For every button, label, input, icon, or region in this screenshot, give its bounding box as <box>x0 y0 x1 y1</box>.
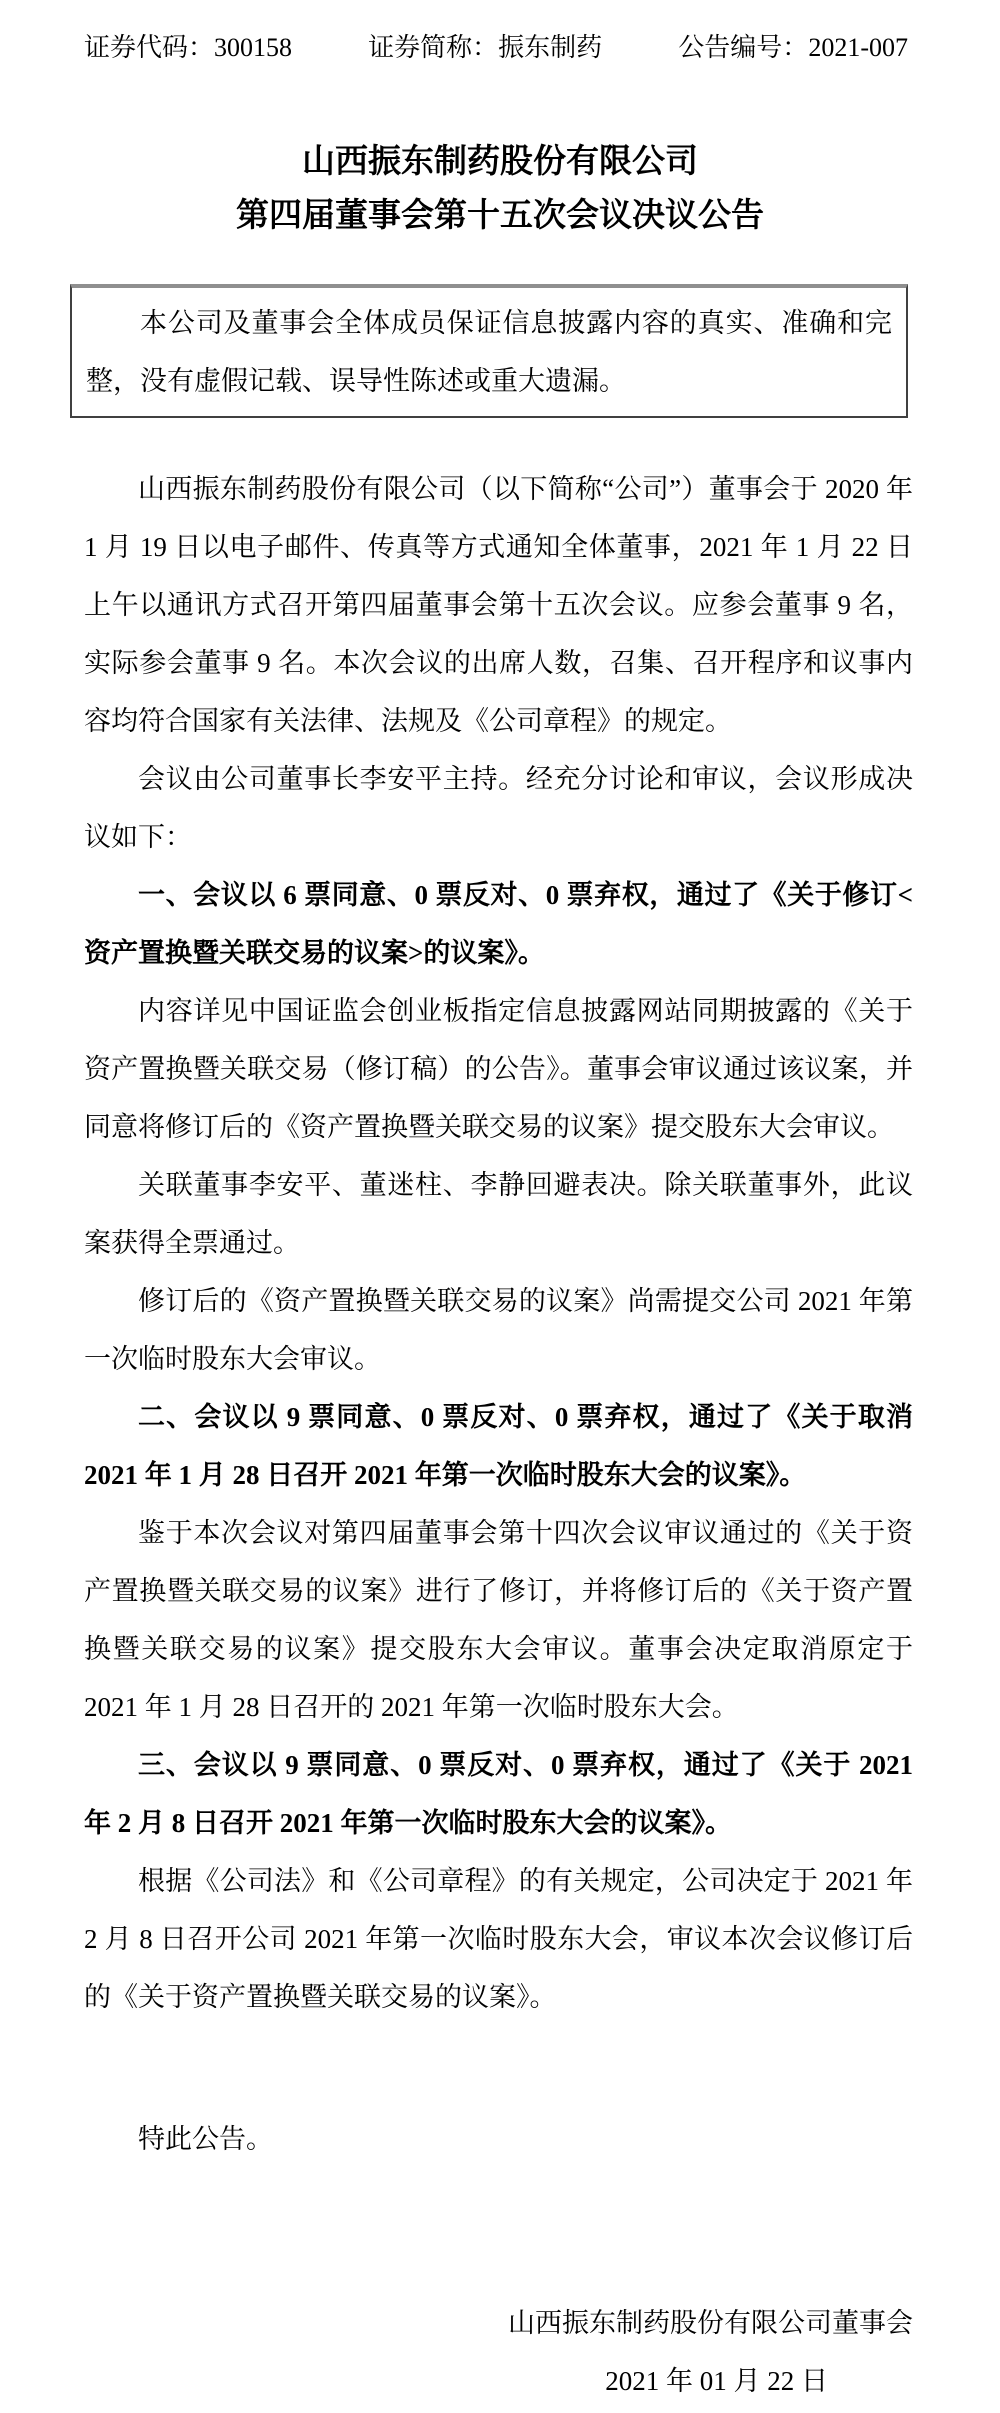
body-paragraph: 山西振东制药股份有限公司（以下简称“公司”）董事会于 2020 年 1 月 19 日以电子邮件、传真等方式通知全体董事，2021 年 1 月 22 日上午以通讯方式召开第四届董事会第十五次会议。应参会董事 9 名，实际参会董事 9 名。本次会议的出席人数，召集、召开程序和议事内容均符合国家有关法律、法规及《公司章程》的规定。 <box>84 474 913 736</box>
stock-name-label: 证券简称： <box>368 33 499 62</box>
body-paragraph: 修订后的《资产置换暨关联交易的议案》尚需提交公司 2021 年第一次临时股东大会审议。 <box>84 1286 913 1374</box>
company-title: 山西振东制药股份有限公司 <box>302 144 698 180</box>
disclaimer-text: 本公司及董事会全体成员保证信息披露内容的真实、准确和完整，没有虚假记载、误导性陈述或重大遗漏。 <box>86 308 892 396</box>
signature-block <box>0 2294 913 2410</box>
stock-code-value: 300158 <box>214 33 293 62</box>
notice-number <box>678 32 908 64</box>
stock-code-label: 证券代码： <box>84 33 215 62</box>
signature-company: 山西振东制药股份有限公司董事会 <box>508 2308 913 2338</box>
body-paragraph: 根据《公司法》和《公司章程》的有关规定，公司决定于 2021 年 2 月 8 日召开公司 2021 年第一次临时股东大会，审议本次会议修订后的《关于资产置换暨关联交易的议案》。 <box>84 1866 913 2012</box>
resolution-paragraph: 二、会议以 9 票同意、0 票反对、0 票弃权，通过了《关于取消 2021 年 1 月 28 日召开 2021 年第一次临时股东大会的议案》。 <box>84 1402 913 1490</box>
stock-name <box>368 32 602 64</box>
securities-header <box>84 32 908 64</box>
body-paragraph: 内容详见中国证监会创业板指定信息披露网站同期披露的《关于资产置换暨关联交易（修订稿）的公告》。董事会审议通过该议案，并同意将修订后的《资产置换暨关联交易的议案》提交股东大会审议。 <box>84 996 913 1142</box>
body-paragraph: 鉴于本次会议对第四届董事会第十四次会议审议通过的《关于资产置换暨关联交易的议案》进行了修订，并将修订后的《关于资产置换暨关联交易的议案》提交股东大会审议。董事会决定取消原定于 2021 年 1 月 28 日召开的 2021 年第一次临时股东大会。 <box>84 1518 913 1722</box>
body-paragraphs <box>84 460 913 2168</box>
notice-number-label: 公告编号： <box>678 33 809 62</box>
closing-line: 特此公告。 <box>138 2124 273 2154</box>
resolution-paragraph: 三、会议以 9 票同意、0 票反对、0 票弃权，通过了《关于 2021 年 2 月 8 日召开 2021 年第一次临时股东大会的议案》。 <box>84 1750 913 1838</box>
announcement-title: 第四届董事会第十五次会议决议公告 <box>236 198 764 234</box>
resolution-paragraph: 一、会议以 6 票同意、0 票反对、0 票弃权，通过了《关于修订<资产置换暨关联交易的议案>的议案》。 <box>84 880 913 968</box>
body-paragraph: 会议由公司董事长李安平主持。经充分讨论和审议，会议形成决议如下： <box>84 764 913 852</box>
disclaimer-box <box>70 284 908 418</box>
body-paragraph: 关联董事李安平、董迷柱、李静回避表决。除关联董事外，此议案获得全票通过。 <box>84 1170 913 1258</box>
stock-name-value: 振东制药 <box>498 33 603 62</box>
notice-number-value: 2021-007 <box>808 33 908 62</box>
stock-code <box>84 32 292 64</box>
signature-date: 2021 年 01 月 22 日 <box>605 2366 828 2396</box>
